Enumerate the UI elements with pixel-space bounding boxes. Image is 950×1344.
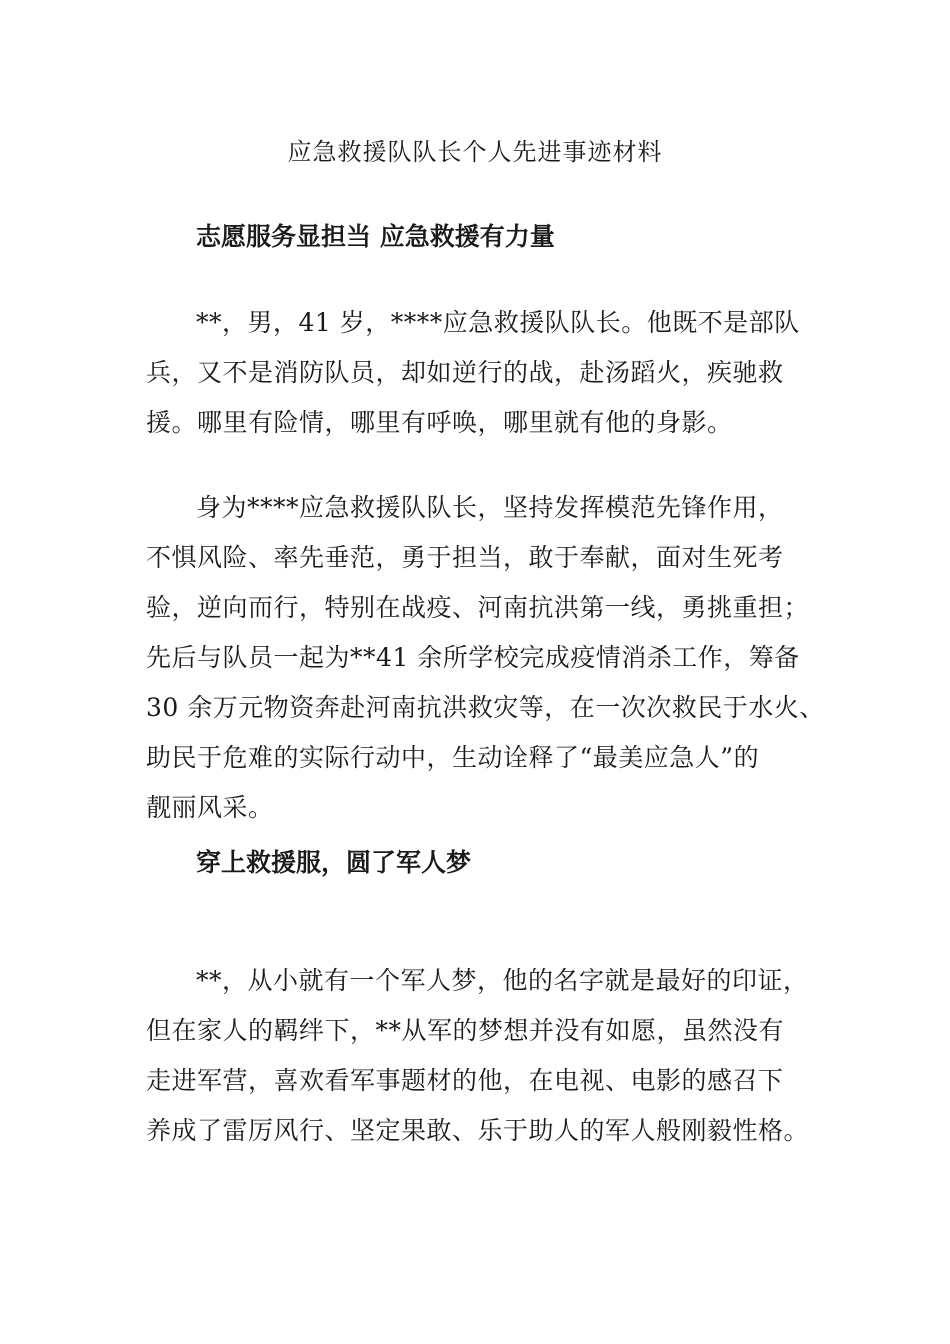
paragraph-line: 30 余万元物资奔赴河南抗洪救灾等，在一次次救民于水火、: [146, 693, 825, 722]
paragraph: [146, 483, 825, 833]
section-heading: 志愿服务显担当 应急救援有力量: [196, 222, 555, 251]
paragraph-line: **，男，41 岁，****应急救援队队长。他既不是部队: [196, 308, 800, 337]
paragraph-line: 助民于危难的实际行动中，生动诠释了“最美应急人”的: [146, 743, 760, 772]
paragraph: [146, 956, 816, 1156]
paragraph-line: 兵，又不是消防队员，却如逆行的战，赴汤蹈火，疾驰救: [146, 358, 784, 387]
paragraph: [146, 298, 816, 448]
paragraph-line: 援。哪里有险情，哪里有呼唤，哪里就有他的身影。: [146, 408, 733, 437]
paragraph-line: 身为****应急救援队队长，坚持发挥模范先锋作用，: [196, 493, 784, 522]
paragraph-line: 靓丽风采。: [146, 793, 274, 822]
paragraph-line: 先后与队员一起为**41 余所学校完成疫情消杀工作，筹备: [146, 643, 800, 672]
paragraph-line: 养成了雷厉风行、坚定果敢、乐于助人的军人般刚毅性格。: [146, 1116, 810, 1145]
document-title: 应急救援队队长个人先进事迹材料: [287, 138, 663, 166]
paragraph-line: 验，逆向而行，特别在战疫、河南抗洪第一线，勇挑重担；: [146, 593, 810, 622]
paragraph-line: 走进军营，喜欢看军事题材的他，在电视、电影的感召下: [146, 1066, 784, 1095]
section-heading: 穿上救援服，圆了军人梦: [196, 848, 472, 877]
paragraph-line: 但在家人的羁绊下，**从军的梦想并没有如愿，虽然没有: [146, 1016, 785, 1045]
paragraph-line: **，从小就有一个军人梦，他的名字就是最好的印证，: [196, 966, 809, 995]
paragraph-line: 不惧风险、率先垂范，勇于担当，敢于奉献，面对生死考: [146, 543, 784, 572]
